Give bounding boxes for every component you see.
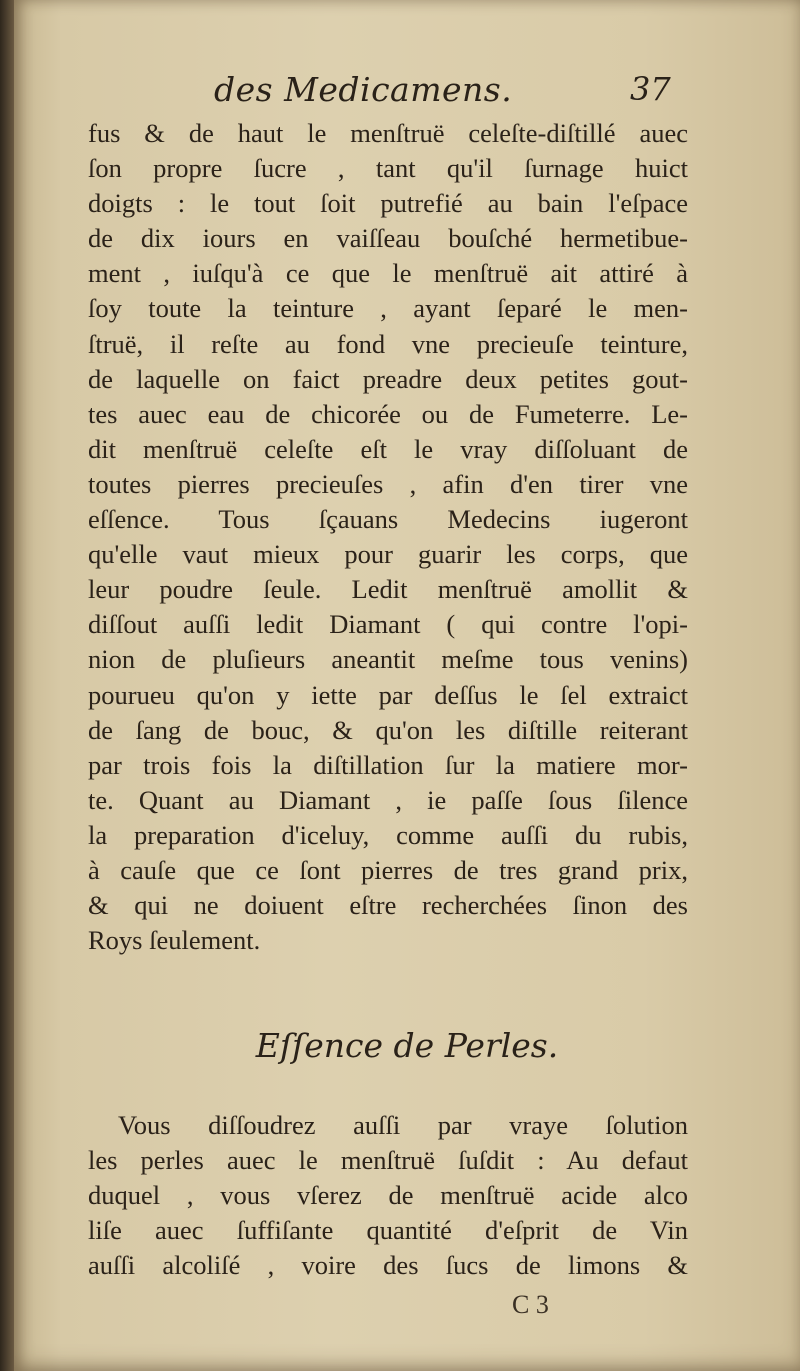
book-spine-shadow: [0, 0, 14, 1371]
text-line: ſtruë, il reſte au fond vne precieuſe teinture,: [88, 328, 688, 359]
text-line: doigts : le tout ſoit putrefié au bain l'eſpace: [88, 188, 688, 219]
text-line: ment , iuſqu'à ce que le menſtruë ait attiré à: [88, 258, 688, 289]
text-line: les perles auec le menſtruë ſuſdit : Au defaut: [88, 1145, 688, 1176]
running-head: des Medicamens.: [214, 70, 513, 109]
text-line: Roys ſeulement.: [88, 925, 261, 956]
text-line: la preparation d'iceluy, comme auſſi du rubis,: [88, 819, 688, 850]
text-line: ſon propre ſucre , tant qu'il ſurnage huict: [88, 153, 688, 184]
text-line: par trois fois la diſtillation ſur la matiere mor-: [88, 749, 688, 780]
text-line: pourueu qu'on y iette par deſſus le ſel extraict: [88, 679, 688, 710]
page-number: 37: [630, 70, 671, 108]
paragraph-pearl-essence: [88, 1108, 688, 1283]
text-line: de ſang de bouc, & qu'on les diſtille reiterant: [88, 714, 688, 745]
text-line: de laquelle on faict preadre deux petites gout-: [88, 363, 688, 394]
text-line: dit menſtruë celeſte eſt le vray diſſoluant de: [88, 433, 688, 464]
paragraph-diamond-menstruum: [88, 116, 688, 958]
text-line: eſſence. Tous ſçauans Medecins iugeront: [88, 504, 688, 535]
text-line: Vous diſſoudrez auſſi par vraye ſolution: [118, 1110, 688, 1140]
text-line: te. Quant au Diamant , ie paſſe ſous ſilence: [88, 784, 688, 815]
text-line: auſſi alcoliſé , voire des ſucs de limons &: [88, 1250, 688, 1281]
text-line: diſſout auſſi ledit Diamant ( qui contre l'opi-: [88, 609, 688, 640]
text-line: fus & de haut le menſtruë celeſte-diſtillé auec: [88, 118, 688, 148]
book-page: [14, 0, 800, 1371]
text-line: nion de pluſieurs aneantit meſme tous venins): [88, 644, 688, 675]
text-line: ſoy toute la teinture , ayant ſeparé le men-: [88, 293, 688, 324]
section-heading: Eſſence de Perles.: [255, 1026, 559, 1065]
text-line: & qui ne doiuent eſtre recherchées ſinon des: [88, 890, 688, 921]
text-line: tes auec eau de chicorée ou de Fumeterre. Le-: [88, 398, 688, 429]
text-line: à cauſe que ce ſont pierres de tres grand prix,: [88, 854, 688, 885]
text-line: leur poudre ſeule. Ledit menſtruë amollit &: [88, 574, 688, 605]
text-line: duquel , vous vſerez de menſtruë acide alco: [88, 1180, 688, 1211]
text-line: toutes pierres precieuſes , afin d'en tirer vne: [88, 468, 688, 499]
gathering-signature: C 3: [512, 1290, 549, 1319]
text-line: qu'elle vaut mieux pour guarir les corps, que: [88, 539, 688, 570]
text-line: de dix iours en vaiſſeau bouſché hermetibue-: [88, 223, 688, 254]
text-line: liſe auec ſuffiſante quantité d'eſprit de Vin: [88, 1215, 688, 1246]
